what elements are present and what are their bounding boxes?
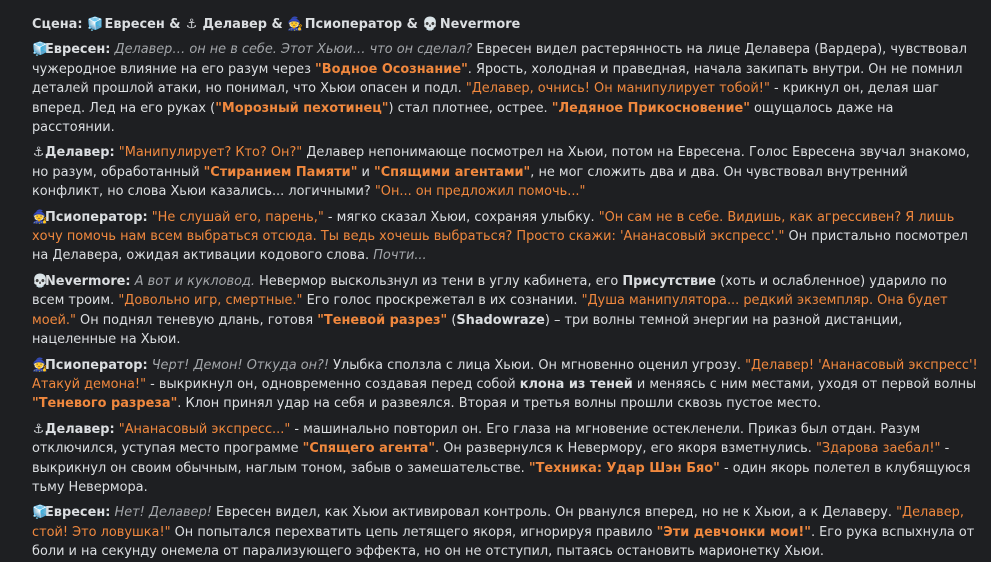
technique-name: "Техника: Удар Шэн Бяо": [528, 460, 720, 476]
narration-text: Улыбка сползла с лица Хьюи. Он мгновенно оценил угрозу.: [329, 357, 746, 373]
narration-text: - машинально повторил он. Его глаза на мгновение остекленели. Приказ был отдан. Разум отключился, уступая место программе: [32, 421, 921, 457]
technique-name: "Теневой разрез": [317, 312, 448, 328]
narration-text: . Он развернулся к Невермору, его якоря взметнулись.: [435, 441, 816, 457]
narration-text: и меняясь с ним местами, уходя от первой волны: [632, 376, 977, 392]
technique-name: "Стиранием Памяти": [203, 164, 358, 180]
narration-text: Он пристально посмотрел на Делавера, ожидая активации кодового слова.: [32, 229, 968, 264]
anchor-icon: ⚓: [32, 421, 45, 437]
thought-text: Нет! Делавер!: [114, 505, 212, 521]
narration-text: Он попытался перехватить цепь летящего якоря, игнорируя правило: [170, 524, 657, 540]
technique-name: "Ледяное Прикосновение": [551, 100, 750, 116]
dialogue-quote: "Делавер! 'Ананасовый экспресс'! Атакуй демона!": [32, 357, 978, 392]
message-paragraph: [32, 356, 979, 414]
dialogue-quote: "Душа манипулятора... редкий экземпляр. Она будет моей.": [32, 293, 948, 328]
scene-separator: &: [164, 17, 185, 32]
scene-separator: &: [266, 17, 288, 32]
anchor-icon: ⚓: [185, 17, 198, 32]
narration-text: и: [357, 164, 374, 180]
message-paragraph: [32, 272, 979, 350]
ice-cube-icon: 🧊: [87, 17, 104, 32]
bold-text: Shadowraze: [456, 312, 545, 328]
narration-text: - мягко сказал Хьюи, сохраняя улыбку.: [323, 209, 599, 225]
message-content: [32, 40, 979, 561]
technique-name: "Спящего агента": [302, 441, 436, 457]
narration-text: . Его рука вспыхнула от боли и на секунду онемела от парализующего эффекта, но он не отступил, пытаясь остановить марионетку Хьюи.: [32, 524, 975, 560]
message-paragraph: [32, 420, 979, 498]
message-paragraph: [32, 143, 979, 201]
ice-cube-icon: 🧊: [32, 505, 49, 521]
narration-text: Евресен видел, как Хьюи активировал контроль. Он рванулся вперед, но не к Хьюи, а к Делаверу.: [211, 505, 897, 521]
skull-icon: 💀: [422, 17, 439, 32]
narration-text: . Ярость, холодная и праведная, начала закипать внутри. Он не помнил деталей прошлой атаки, но понимал, что Хьюи опасен и подл.: [32, 61, 963, 97]
narration-text: Его голос проскрежетал в их сознании.: [302, 293, 582, 309]
bold-text: клона из теней: [519, 376, 633, 392]
narration-text: - крикнул он, делая шаг вперед. Лед на его руках (: [32, 81, 940, 116]
thought-text: Почти...: [373, 248, 427, 264]
narration-text: - выкрикнул он своим обычным, наглым тоном, забыв о замешательстве.: [32, 441, 950, 476]
technique-name: "Эти девчонки мои!": [656, 524, 811, 540]
scene-character-name: Псиоператор: [304, 17, 403, 32]
dialogue-quote: "Он сам не в себе. Видишь, как агрессивен? Я лишь хочу помочь нам всем выбраться отсюда. Ты ведь хочешь выбраться? Просто скажи: 'Ананасовый экспресс'.": [32, 209, 955, 245]
skull-icon: 💀: [32, 273, 49, 289]
narration-text: Евресен видел растерянность на лице Делавера (Вардера), чувствовал чужеродное влияние на его разум через: [32, 42, 968, 77]
scene-separator: &: [402, 17, 423, 32]
mage-icon: 🧙: [287, 17, 304, 32]
scene-character-name: Делавер: [202, 17, 267, 32]
speaker-name: Псиоператор:: [45, 209, 148, 225]
narration-text: ) – три волны темной энергии на разной дистанции, нацеленные на Хьюи.: [32, 312, 903, 348]
narration-text: Делавер непонимающе посмотрел на Хьюи, потом на Евресена. Голос Евресена звучал знакомо, но разум, обработанный: [32, 145, 970, 180]
narration-text: . Клон принял удар на себя и развеялся. Вторая и третья волны прошли сквозь пустое место.: [177, 396, 822, 412]
scene-character-name: Евресен: [104, 17, 165, 32]
technique-name: "Спящими агентами": [374, 164, 531, 180]
dialogue-quote: "Не слушай его, парень,": [151, 209, 324, 225]
technique-name: "Морозный пехотинец": [215, 100, 389, 116]
speaker-name: Nevermore:: [45, 273, 131, 289]
ice-cube-icon: 🧊: [32, 42, 49, 58]
thought-text: Делавер… он не в себе. Этот Хьюи… что он сделал?: [114, 42, 473, 58]
thought-text: Черт! Демон! Откуда он?!: [151, 357, 330, 373]
narration-text: Невермор выскользнул из тени в углу кабинета, его: [255, 273, 623, 289]
dialogue-quote: "Манипулирует? Кто? Он?": [118, 145, 303, 161]
anchor-icon: ⚓: [32, 145, 45, 161]
mage-icon: 🧙: [32, 357, 49, 373]
dialogue-quote: "Делавер, очнись! Он манипулирует тобой!": [465, 81, 770, 97]
message-paragraph: [32, 503, 979, 561]
dialogue-quote: "Здарова заебал!": [815, 441, 941, 457]
dialogue-quote: "Делавер, стой! Это ловушка!": [32, 505, 964, 540]
bold-text: Присутствие: [622, 273, 716, 289]
speaker-name: Делавер:: [45, 145, 115, 161]
narration-text: - выкрикнул он, одновременно создавая перед собой: [146, 376, 520, 392]
message-paragraph: [32, 40, 979, 137]
narration-text: ) стал плотнее, острее.: [388, 100, 552, 116]
message-paragraph: [32, 208, 979, 266]
speaker-name: Псиоператор:: [45, 357, 148, 373]
dialogue-quote: "Ананасовый экспресс...": [118, 421, 291, 437]
narration-text: , не мог сложить два и два. Он чувствовал внутренний конфликт, но слова Хьюи казались... логичными?: [32, 164, 908, 200]
dialogue-quote: "Он... он предложил помочь...": [374, 184, 586, 200]
speaker-name: Евресен:: [45, 505, 111, 521]
technique-name: "Теневого разреза": [32, 396, 178, 412]
dialogue-quote: "Довольно игр, смертные.": [118, 293, 303, 309]
scene-character-name: Nevermore: [439, 17, 521, 32]
thought-text: А вот и кукловод.: [134, 273, 255, 289]
narration-text: - один якорь полетел в клубящуюся тьму Невермора.: [32, 460, 971, 495]
speaker-name: Евресен:: [45, 42, 111, 58]
narration-text: ощущалось даже на расстоянии.: [32, 100, 894, 136]
scene-label: Сцена:: [32, 17, 83, 32]
narration-text: (хоть и ослабленное) ударило по всем троим.: [32, 273, 947, 309]
scene-header: [32, 15, 979, 34]
mage-icon: 🧙: [32, 209, 49, 225]
technique-name: "Водное Осознание": [315, 61, 468, 77]
narration-text: Он поднял теневую длань, готовя: [75, 312, 318, 328]
speaker-name: Делавер:: [45, 421, 115, 437]
narration-text: (: [447, 312, 457, 328]
